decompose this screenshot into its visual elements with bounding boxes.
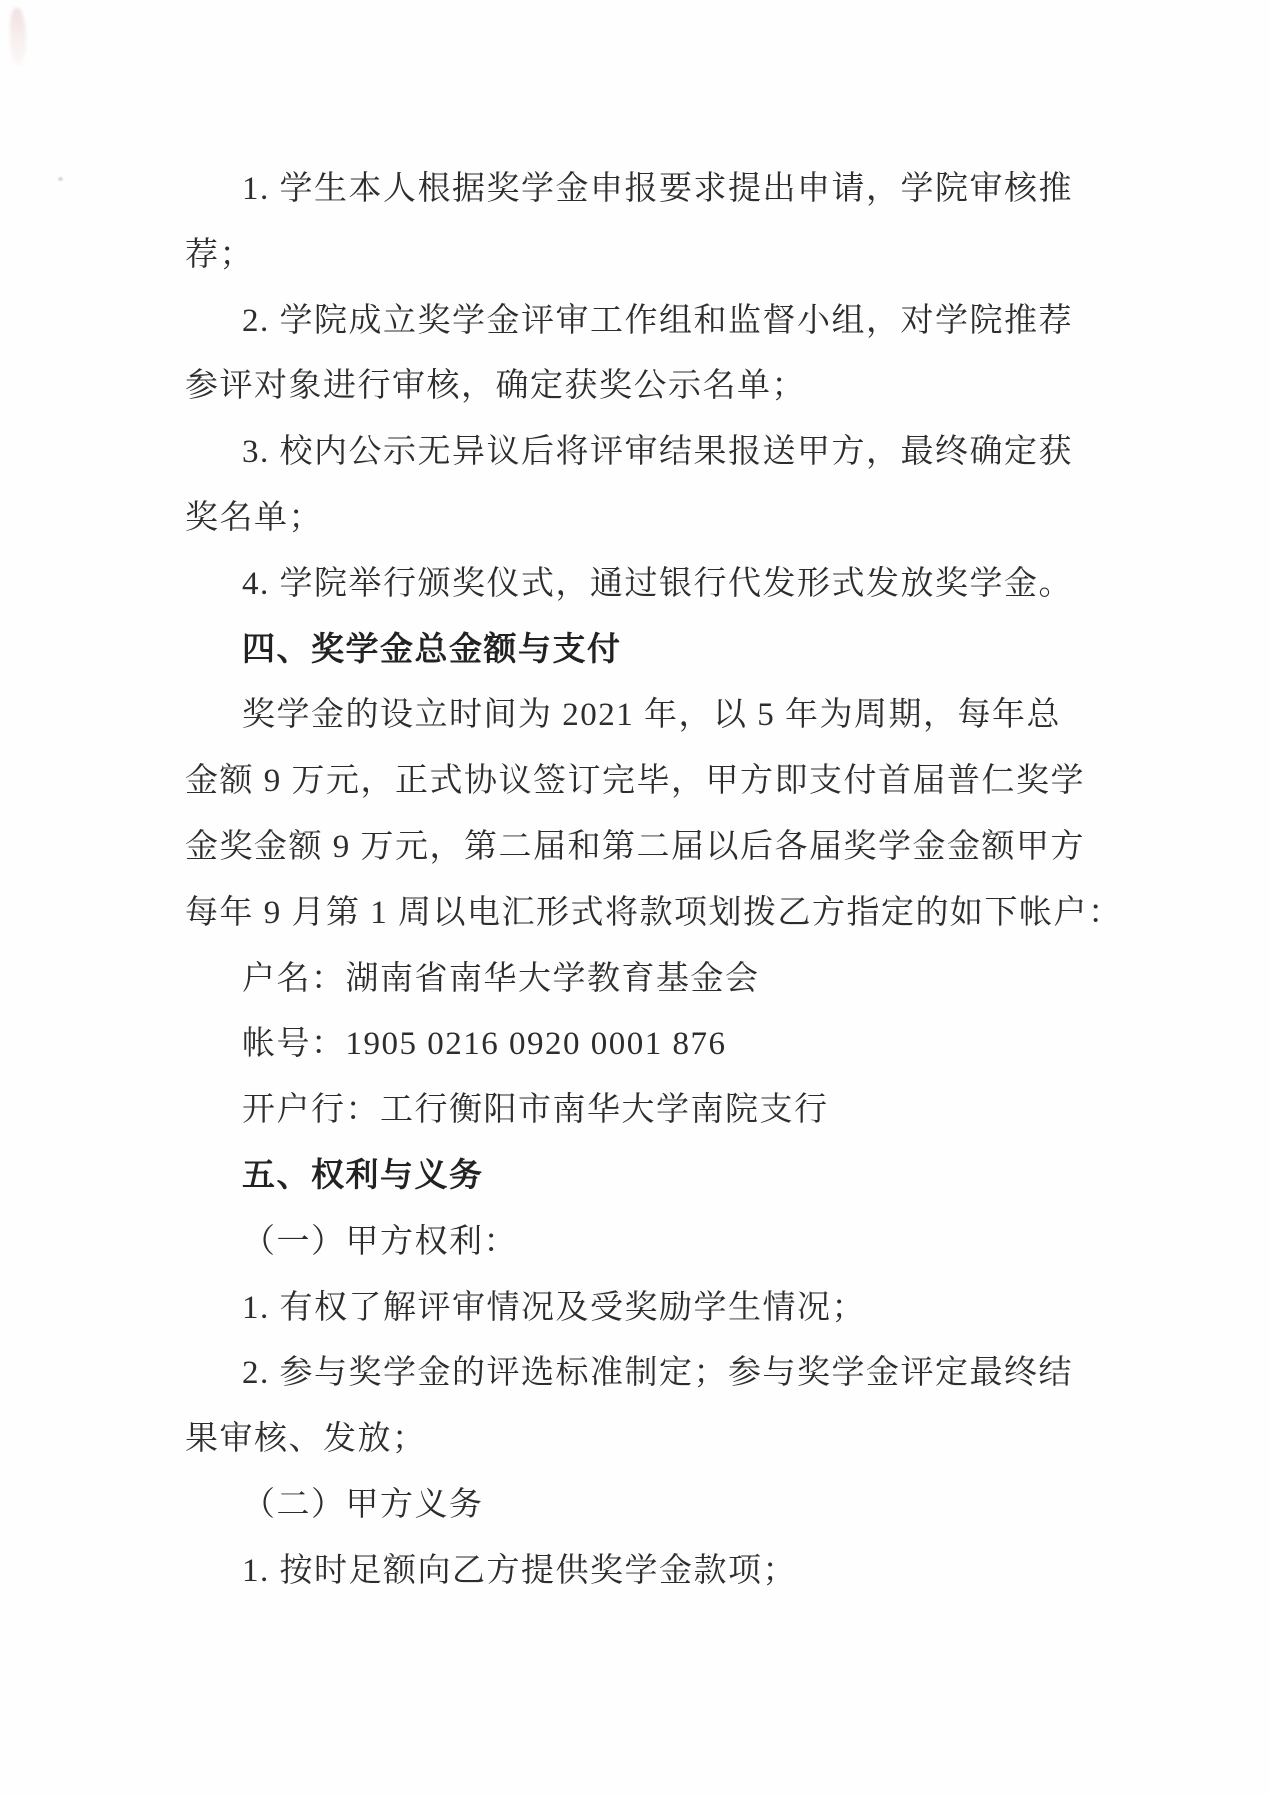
text-line-right-2: 2. 参与奖学金的评选标准制定；参与奖学金评定最终结 [242,1355,1073,1392]
text-line-item-4-ceremony: 4. 学院举行颁奖仪式，通过银行代发形式发放奖学金。 [242,565,1073,602]
text-line-item-3-cont: 奖名单； [185,499,323,536]
text-line-fund-cont-3: 每年 9 月第 1 周以电汇形式将款项划拨乙方指定的如下帐户： [185,894,1123,931]
text-line-duty-1: 1. 按时足额向乙方提供奖学金款项； [242,1552,797,1589]
text-line-account-name: 户名：湖南省南华大学教育基金会 [242,960,760,997]
text-line-bank-branch: 开户行：工行衡阳市南华大学南院支行 [242,1092,829,1129]
text-line-party-a-rights: （一）甲方权利： [242,1223,518,1260]
scan-artifact-smudge [10,8,26,66]
scan-artifact-speck [58,177,63,181]
section-heading-4-amount: 四、奖学金总金额与支付 [242,631,622,668]
document-text-block [185,157,1123,1605]
text-line-item-1-apply: 1. 学生本人根据奖学金申报要求提出申请，学院审核推 [242,171,1073,207]
text-line-fund-cont-2: 金奖金额 9 万元，第二届和第二届以后各届奖学金金额甲方 [185,828,1085,865]
section-heading-5-rights: 五、权利与义务 [242,1157,484,1194]
text-line-fund-cont-1: 金额 9 万元，正式协议签订完毕，甲方即支付首届普仁奖学 [185,763,1085,800]
text-line-item-3-publicity: 3. 校内公示无异议后将评审结果报送甲方，最终确定获 [242,434,1073,471]
text-line-item-1-cont: 荐； [185,236,254,273]
text-line-item-2-cont: 参评对象进行审核，确定获奖公示名单； [185,368,806,405]
text-line-right-1: 1. 有权了解评审情况及受奖励学生情况； [242,1289,866,1326]
text-line-account-number: 帐号：1905 0216 0920 0001 876 [242,1026,727,1063]
text-line-right-2-cont: 果审核、发放； [185,1421,427,1458]
text-line-fund-setup: 奖学金的设立时间为 2021 年，以 5 年为周期，每年总 [242,697,1061,734]
text-line-party-a-duties: （二）甲方义务 [242,1486,484,1523]
text-line-item-2-workgroup: 2. 学院成立奖学金评审工作组和监督小组，对学院推荐 [242,302,1073,339]
